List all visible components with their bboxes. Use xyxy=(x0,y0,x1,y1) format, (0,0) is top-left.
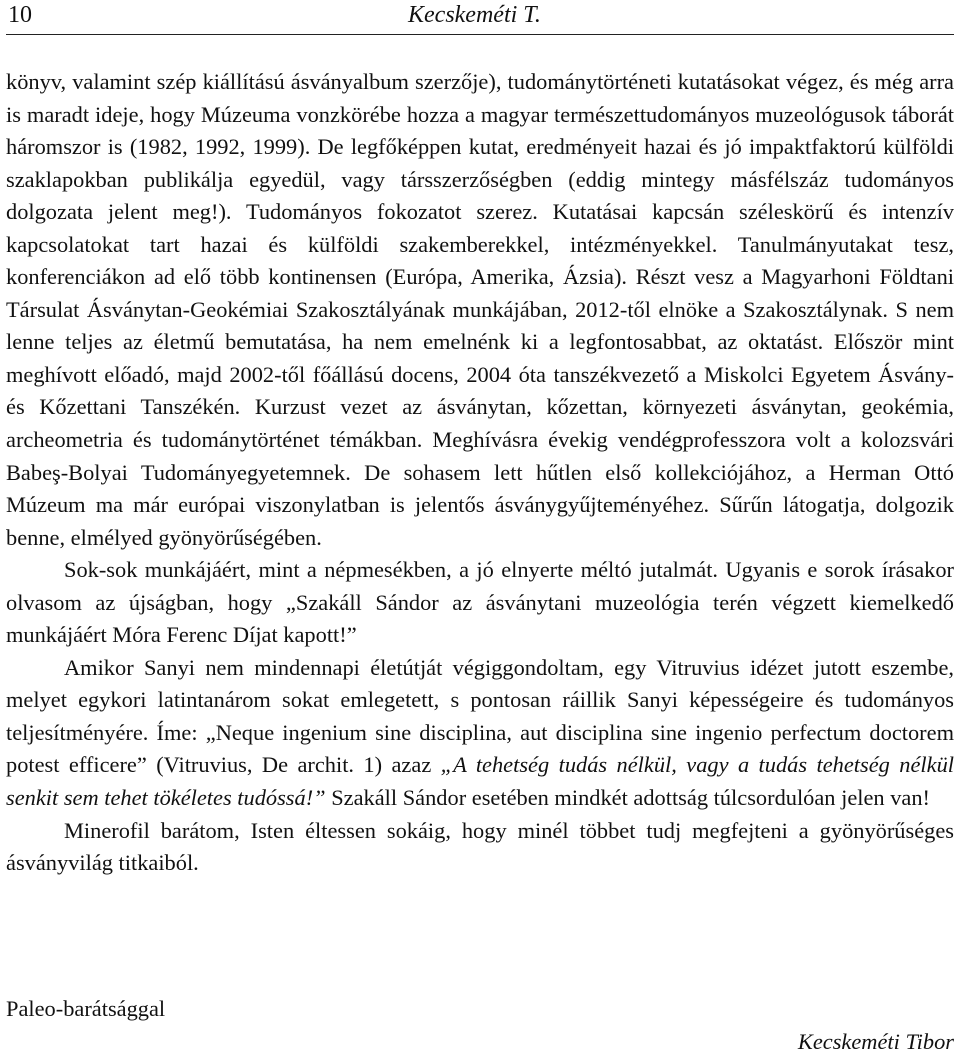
paragraph-award: Sok-sok munkájáért, mint a népmesékben, a jó elnyerte méltó jutalmát. Ugyanis e sorok írásakor olvasom az újságban, hogy „Szakáll Sándor az ásványtani muzeológia terén végzett kiemelkedő munkájáért Móra Ferenc Díjat kapott!” xyxy=(6,557,954,648)
author-signature: Kecskeméti Tibor xyxy=(797,1029,954,1054)
running-head: Kecskeméti T. xyxy=(408,2,541,28)
page-header xyxy=(6,0,954,35)
paragraph-vitruvius xyxy=(6,652,954,815)
vitruvius-text-start: Amikor Sanyi nem mindennapi életútját végiggondoltam, egy Vitruvius idézet jutott eszembe, melyet egykori latintanárom sokat emlegetett, s pontosan ráillik Sanyi képességeire és tudományos teljesítményére. Íme: „Neque ingenium sine disciplina, aut disciplina sine ingenio perfectum doctorem potest efficere” (Vitruvius, De archit. 1) azaz xyxy=(6,654,954,778)
body-text xyxy=(6,66,954,880)
paragraph-wishes: Minerofil barátom, Isten éltessen sokáig, hogy minél többet tudj megfejteni a gyönyörűséges ásványvilág titkaiból. xyxy=(6,817,954,876)
paragraph-career: könyv, valamint szép kiállítású ásványalbum szerzője), tudománytörténeti kutatásokat végez, és még arra is maradt ideje, hogy Múzeuma vonzkörébe hozza a magyar természettudományos muzeológusok táborát háromszor is (1982, 1992, 1999). De legfőképpen kutat, eredményeit hazai és jó impaktfaktorú külföldi szaklapokban publikálja egyedül, vagy társszerzőségben (eddig mintegy másfélszáz tudományos dolgozata jelent meg!). Tudományos fokozatot szerez. Kutatásai kapcsán széleskörű és intenzív kapcsolatokat tart hazai és külföldi szakemberekkel, intézményekkel. Tanulmányutakat tesz, konferenciákon ad elő több kontinensen (Európa, Amerika, Ázsia). Részt vesz a Magyarhoni Földtani Társulat Ásványtan-Geokémiai Szakosztályának munkájában, 2012-től elnöke a Szakosztálynak. S nem lenne teljes az életmű bemutatása, ha nem emelnénk ki a legfontosabbat, az oktatást. Először mint meghívott előadó, majd 2002-től főállású docens, 2004 óta tanszékvezető a Miskolci Egyetem Ásvány- és Kőzettani Tanszékén. Kurzust vezet az ásványtan, kőzettan, környezeti ásványtan, geokémia, archeometria és tudománytörténet témákban. Meghívásra évekig vendégprofesszora volt a kolozsvári Babeş-Bolyai Tudományegyetemnek. De sohasem lett hűtlen első kollekciójához, a Herman Ottó Múzeum ma már európai viszonylatban is jelentős ásványgyűjteményéhez. Sűrűn látogatja, dolgozik benne, elmélyed gyönyörűségében. xyxy=(6,69,954,550)
vitruvius-text-end: Szakáll Sándor esetében mindkét adottság túlcsordulóan jelen van! xyxy=(325,785,930,811)
vitruvius-translation: „A tehetség tudás nélkül, vagy a tudás tehetség nélkül senkit sem tehet tökéletes tudóssá!” xyxy=(6,752,954,811)
page-number: 10 xyxy=(8,2,32,28)
closing-salutation: Paleo-barátsággal xyxy=(6,996,166,1021)
